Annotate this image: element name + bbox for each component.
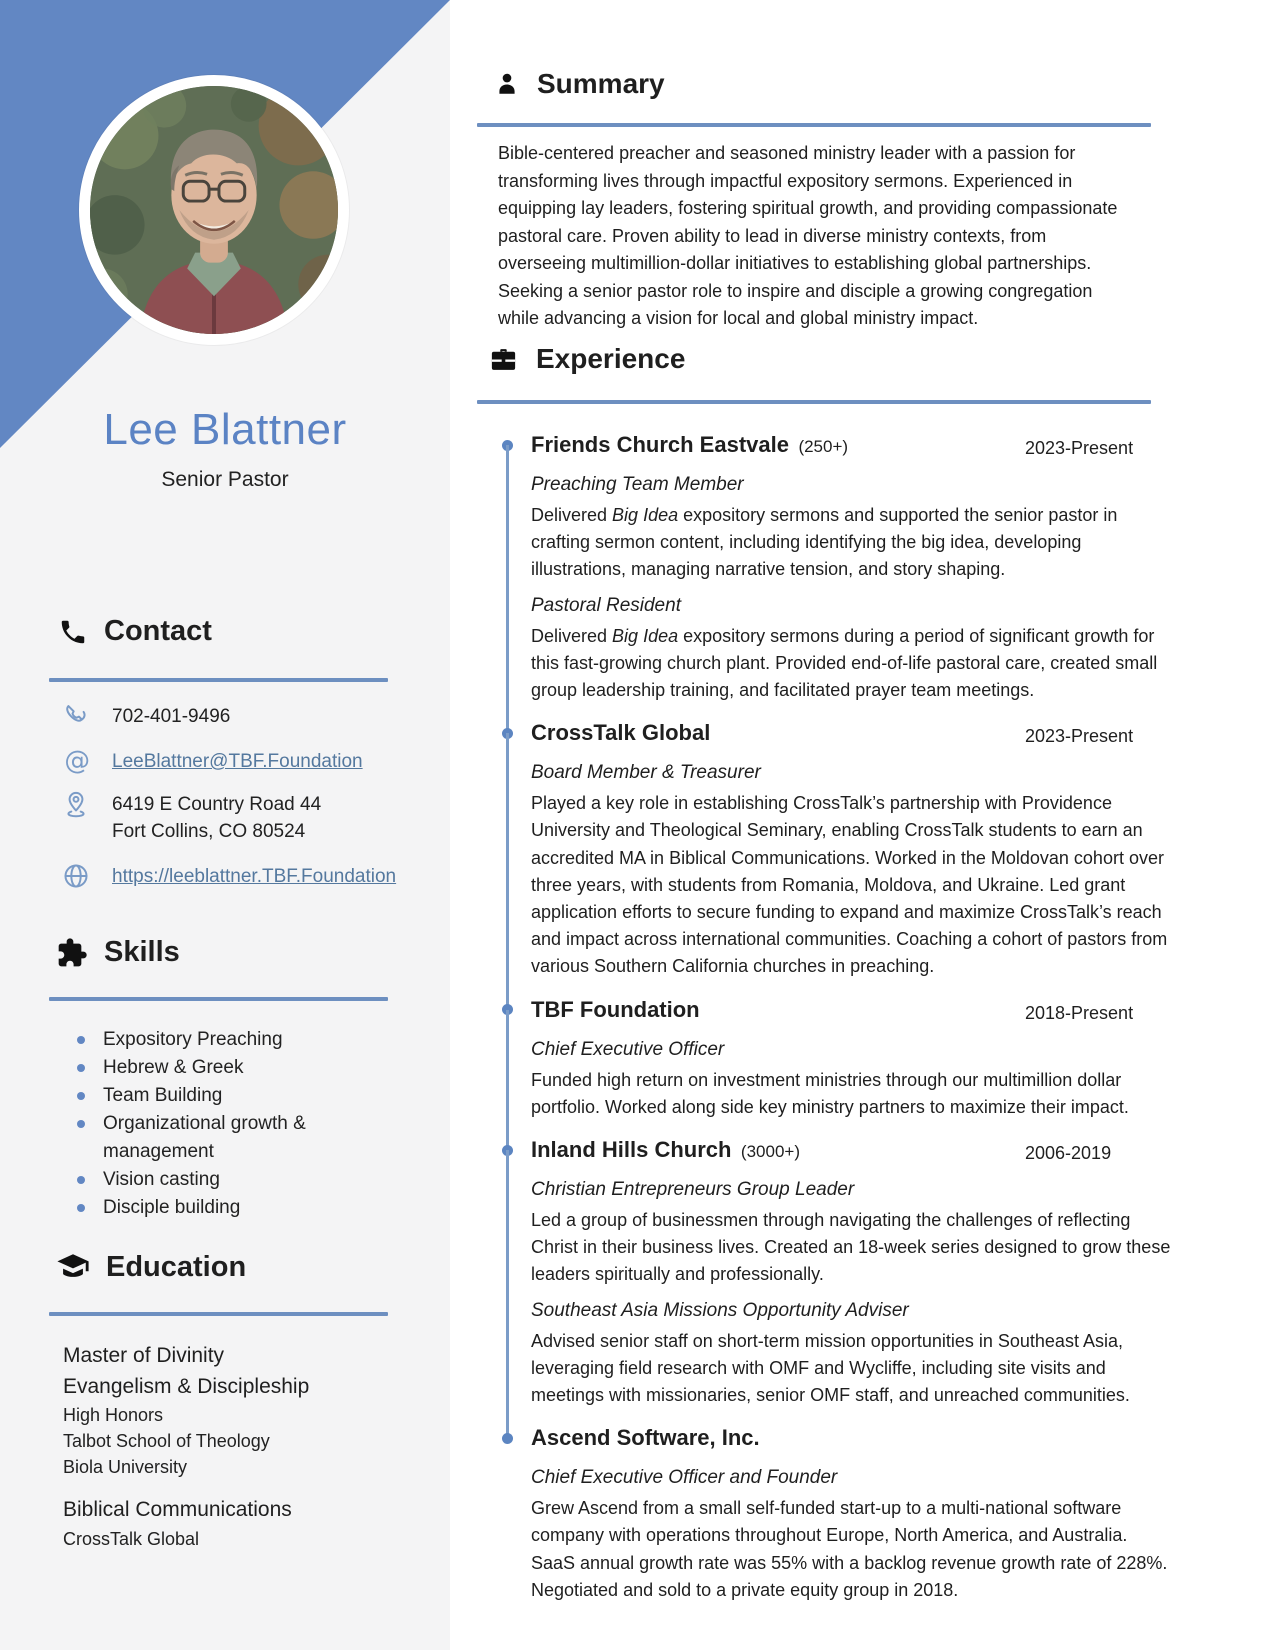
avatar-illustration bbox=[90, 86, 338, 334]
location-pin-icon bbox=[62, 790, 90, 818]
experience-divider bbox=[477, 400, 1151, 404]
summary-section-heading bbox=[494, 68, 665, 100]
summary-divider bbox=[477, 123, 1151, 127]
role-description: Grew Ascend from a small self-funded start-up to a multi-national software company with operations throughout Europe, North America, and Australia. SaaS annual growth rate was 55% with a backlog revenue growth rate of 228%. Negotiated and sold to a private equity group in 2018. bbox=[531, 1498, 1168, 1600]
experience-entry bbox=[531, 718, 1171, 980]
education-degree: Biblical Communications bbox=[63, 1498, 292, 1521]
handset-icon bbox=[62, 702, 90, 730]
contact-address-row bbox=[62, 790, 321, 845]
education-degree: Master of Divinity bbox=[63, 1344, 225, 1367]
skill-item: Hebrew & Greek bbox=[75, 1054, 325, 1082]
contact-website-row bbox=[62, 862, 396, 890]
education-divider bbox=[49, 1312, 388, 1316]
summary-text: Bible-centered preacher and seasoned ministry leader with a passion for transforming lives through impactful expository sermons. Experienced in equipping lay leaders, fostering spiritual growth, and providing compassionate pastoral care. Proven ability to lead in diverse ministry contexts, from overseeing multimillion-dollar initiatives to establishing global partnerships. Seeking a senior pastor role to inspire and disciple a growing congregation while advancing a vision for local and global ministry impact. bbox=[498, 143, 1118, 328]
role-description: Delivered Big Idea expository sermons during a period of significant growth for this fast-growing church plant. Provided end-of-life pastoral care, created small group leadership training, and facilitated prayer team meetings. bbox=[531, 625, 1158, 701]
contact-heading-label: Contact bbox=[104, 615, 212, 647]
company-row bbox=[531, 1135, 1171, 1168]
experience-entry bbox=[531, 995, 1171, 1121]
experience-entry bbox=[531, 430, 1171, 704]
person-job-title: Senior Pastor bbox=[161, 468, 289, 491]
role-title: Chief Executive Officer bbox=[531, 1038, 725, 1060]
role-title: Board Member & Treasurer bbox=[531, 762, 761, 784]
contact-email-row bbox=[62, 747, 363, 775]
company-row bbox=[531, 995, 1171, 1028]
company-size-note: (3000+) bbox=[740, 1142, 800, 1162]
company-row bbox=[531, 1423, 1171, 1456]
briefcase-icon bbox=[488, 344, 519, 375]
website-link[interactable]: https://leeblattner.TBF.Foundation bbox=[112, 866, 397, 887]
role-title: Christian Entrepreneurs Group Leader bbox=[531, 1179, 855, 1201]
skills-divider bbox=[49, 997, 388, 1001]
phone-icon bbox=[58, 617, 88, 647]
at-icon bbox=[62, 747, 90, 775]
experience-section-heading bbox=[488, 343, 685, 375]
skills-list bbox=[75, 1026, 325, 1222]
employment-dates: 2018-Present bbox=[1025, 1002, 1134, 1023]
employment-dates: 2006-2019 bbox=[1025, 1143, 1112, 1164]
skill-item: Disciple building bbox=[75, 1194, 325, 1222]
contact-phone-row bbox=[62, 702, 230, 730]
company-name: Ascend Software, Inc. bbox=[531, 1425, 760, 1451]
person-name: Lee Blattner bbox=[103, 405, 347, 454]
skill-item: Expository Preaching bbox=[75, 1026, 325, 1054]
address-line1: 6419 E Country Road 44 bbox=[112, 794, 322, 815]
experience-heading-label: Experience bbox=[536, 343, 686, 374]
sidebar bbox=[0, 0, 450, 1650]
company-size-note: (250+) bbox=[798, 437, 849, 456]
skill-item: Vision casting bbox=[75, 1166, 325, 1194]
email-link[interactable]: LeeBlattner@TBF.Foundation bbox=[112, 751, 363, 772]
contact-divider bbox=[49, 678, 388, 682]
company-row bbox=[531, 430, 1171, 463]
education-section-heading bbox=[56, 1250, 246, 1284]
experience-entries bbox=[531, 430, 1171, 1618]
education-entries bbox=[63, 1340, 403, 1552]
education-detail: Talbot School of Theology bbox=[63, 1431, 270, 1451]
role-description: Advised senior staff on short-term mission opportunities in Southeast Asia, leveraging field research with OMF and Wycliffe, including site visits and meetings with missionaries, senior OMF staff, and unreached communities. bbox=[531, 1330, 1130, 1406]
education-heading-label: Education bbox=[106, 1250, 247, 1283]
skills-section-heading bbox=[56, 936, 180, 969]
role-description: Played a key role in establishing CrossTalk’s partnership with Providence University and Theological Seminary, enabling CrossTalk students to earn an accredited MA in Biblical Communications. Worked in the Moldovan cohort over three years, with students from Romania, Moldova, and Ukraine. Led grant application efforts to secure funding to expand and maximize CrossTalk’s reach and impact across international communities. Coaching a cohort of pastors from various Southern California churches in preaching. bbox=[531, 793, 1168, 977]
graduation-cap-icon bbox=[56, 1250, 90, 1284]
role-title: Southeast Asia Missions Opportunity Adviser bbox=[531, 1299, 909, 1321]
company-name: TBF Foundation bbox=[531, 996, 700, 1022]
address-text bbox=[112, 790, 321, 845]
person-icon bbox=[494, 69, 520, 99]
company-name: Inland Hills Church bbox=[531, 1137, 732, 1163]
skill-item: Organizational growth & management bbox=[75, 1110, 331, 1166]
skills-heading-label: Skills bbox=[104, 936, 180, 968]
education-emphasis: Evangelism & Discipleship bbox=[63, 1375, 310, 1398]
company-name: CrossTalk Global bbox=[531, 720, 711, 746]
role-description: Led a group of businessmen through navigating the challenges of reflecting Christ in their business lives. Created an 18-week series designed to grow these leaders spiritually and professionally. bbox=[531, 1210, 1171, 1285]
experience-entry bbox=[531, 1135, 1171, 1409]
role-description: Delivered Big Idea expository sermons and supported the senior pastor in crafting sermon content, including identifying the big idea, developing illustrations, managing narrative tension, and story shaping. bbox=[531, 505, 1118, 580]
education-detail: Biola University bbox=[63, 1457, 188, 1477]
employment-dates: 2023-Present bbox=[1025, 438, 1134, 458]
address-line2: Fort Collins, CO 80524 bbox=[112, 821, 306, 842]
company-name: Friends Church Eastvale bbox=[531, 432, 789, 457]
role-title: Preaching Team Member bbox=[531, 474, 744, 495]
experience-entry bbox=[531, 1423, 1171, 1604]
skill-item: Team Building bbox=[75, 1082, 325, 1110]
svg-text:@: @ bbox=[64, 747, 90, 775]
role-title: Chief Executive Officer and Founder bbox=[531, 1467, 838, 1489]
company-row bbox=[531, 718, 1171, 751]
employment-dates: 2023-Present bbox=[1025, 726, 1134, 747]
phone-number: 702-401-9496 bbox=[112, 706, 231, 727]
education-detail: High Honors bbox=[63, 1405, 164, 1425]
contact-section-heading bbox=[58, 615, 212, 648]
globe-icon bbox=[62, 862, 90, 890]
role-title: Pastoral Resident bbox=[531, 594, 681, 616]
puzzle-icon bbox=[56, 937, 88, 969]
education-detail: CrossTalk Global bbox=[63, 1529, 200, 1549]
role-description: Funded high return on investment ministries through our multimillion dollar portfolio. Worked along side key ministry partners to maximize their impact. bbox=[531, 1069, 1129, 1117]
profile-photo bbox=[79, 75, 349, 345]
summary-heading-label: Summary bbox=[537, 68, 665, 99]
